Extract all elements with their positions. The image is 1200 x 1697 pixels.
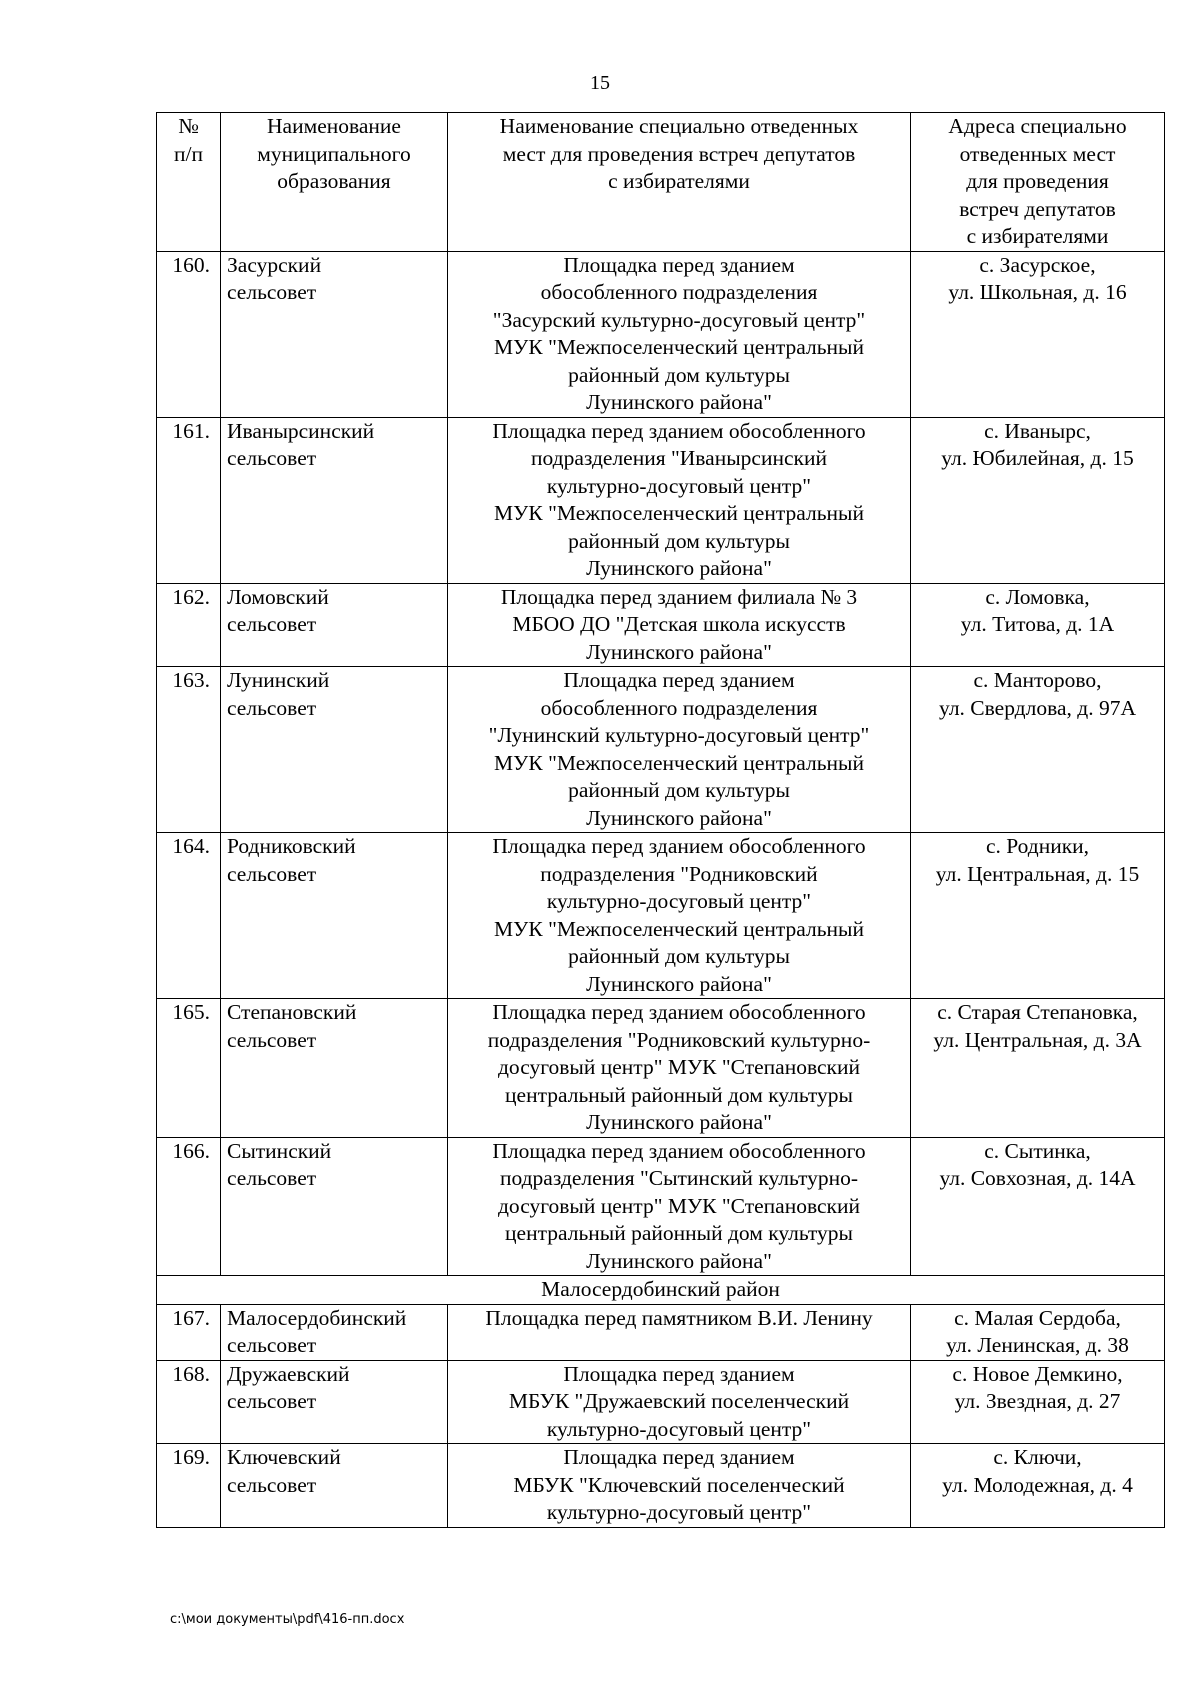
row-number: 169. — [157, 1444, 221, 1528]
address-cell: с. Малая Сердоба, ул. Ленинская, д. 38 — [911, 1304, 1165, 1360]
section-row — [157, 1276, 1165, 1305]
address-cell: с. Манторово, ул. Свердлова, д. 97А — [911, 667, 1165, 833]
place-cell: Площадка перед зданием обособленного подразделения "Сытинский культурно- досуговый центр" МУК "Степановский центральный районный дом культуры Лунинского района" — [448, 1137, 911, 1276]
table-row — [157, 1304, 1165, 1360]
header-address: Адреса специально отведенных мест для проведения встреч депутатов с избирателями — [911, 113, 1165, 252]
table-row — [157, 999, 1165, 1138]
row-number: 161. — [157, 417, 221, 583]
municipality-cell: Дружаевский сельсовет — [221, 1360, 448, 1444]
table-row — [157, 1137, 1165, 1276]
place-cell: Площадка перед зданием обособленного подразделения "Лунинский культурно-досуговый центр" МУК "Межпоселенческий центральный районный дом культуры Лунинского района" — [448, 667, 911, 833]
row-number: 162. — [157, 583, 221, 667]
address-cell: с. Ключи, ул. Молодежная, д. 4 — [911, 1444, 1165, 1528]
address-cell: с. Засурское, ул. Школьная, д. 16 — [911, 251, 1165, 417]
page-number: 15 — [590, 72, 610, 94]
section-title: Малосердобинский район — [157, 1276, 1165, 1305]
table-row — [157, 1444, 1165, 1528]
place-cell: Площадка перед зданием обособленного подразделения "Родниковский культурно- досуговый центр" МУК "Степановский центральный районный дом культуры Лунинского района" — [448, 999, 911, 1138]
row-number: 164. — [157, 833, 221, 999]
table-row — [157, 583, 1165, 667]
address-cell: с. Новое Демкино, ул. Звездная, д. 27 — [911, 1360, 1165, 1444]
municipality-cell: Степановский сельсовет — [221, 999, 448, 1138]
header-num: № п/п — [157, 113, 221, 252]
municipality-cell: Засурский сельсовет — [221, 251, 448, 417]
table-section — [157, 1276, 1165, 1305]
row-number: 168. — [157, 1360, 221, 1444]
place-cell: Площадка перед зданием обособленного подразделения "Засурский культурно-досуговый центр" МУК "Межпоселенческий центральный районный дом культуры Лунинского района" — [448, 251, 911, 417]
address-cell: с. Иваныpс, ул. Юбилейная, д. 15 — [911, 417, 1165, 583]
row-number: 165. — [157, 999, 221, 1138]
place-cell: Площадка перед зданием МБУК "Ключевский поселенческий культурно-досуговый центр" — [448, 1444, 911, 1528]
table-body-luninsky — [157, 251, 1165, 1276]
place-cell: Площадка перед зданием обособленного подразделения "Родниковский культурно-досуговый центр" МУК "Межпоселенческий центральный районный дом культуры Лунинского района" — [448, 833, 911, 999]
table-row — [157, 417, 1165, 583]
table-row — [157, 1360, 1165, 1444]
table-row — [157, 667, 1165, 833]
place-cell: Площадка перед зданием филиала № 3 МБОО ДО "Детская школа искусств Лунинского района" — [448, 583, 911, 667]
row-number: 166. — [157, 1137, 221, 1276]
header-place: Наименование специально отведенных мест для проведения встреч депутатов с избирателями — [448, 113, 911, 252]
place-cell: Площадка перед памятником В.И. Ленину — [448, 1304, 911, 1360]
meeting-places-table — [156, 112, 1165, 1528]
address-cell: с. Сытинка, ул. Совхозная, д. 14А — [911, 1137, 1165, 1276]
header-municipality: Наименование муниципального образования — [221, 113, 448, 252]
table-header-row — [157, 113, 1165, 252]
municipality-cell: Ломовский сельсовет — [221, 583, 448, 667]
municipality-cell: Малосердобинский сельсовет — [221, 1304, 448, 1360]
table-row — [157, 251, 1165, 417]
row-number: 163. — [157, 667, 221, 833]
address-cell: с. Ломовка, ул. Титова, д. 1А — [911, 583, 1165, 667]
municipality-cell: Ключевский сельсовет — [221, 1444, 448, 1528]
row-number: 160. — [157, 251, 221, 417]
address-cell: с. Родники, ул. Центральная, д. 15 — [911, 833, 1165, 999]
municipality-cell: Родниковский сельсовет — [221, 833, 448, 999]
address-cell: с. Старая Степановка, ул. Центральная, д. 3А — [911, 999, 1165, 1138]
municipality-cell: Лунинский сельсовет — [221, 667, 448, 833]
place-cell: Площадка перед зданием МБУК "Дружаевский поселенческий культурно-досуговый центр" — [448, 1360, 911, 1444]
municipality-cell: Иванырсинский сельсовет — [221, 417, 448, 583]
table-body-maloserdobinsky — [157, 1304, 1165, 1527]
municipality-cell: Сытинский сельсовет — [221, 1137, 448, 1276]
row-number: 167. — [157, 1304, 221, 1360]
place-cell: Площадка перед зданием обособленного подразделения "Иванырсинский культурно-досуговый центр" МУК "Межпоселенческий центральный районный дом культуры Лунинского района" — [448, 417, 911, 583]
table-row — [157, 833, 1165, 999]
file-path-footer: c:\мои документы\pdf\416-пп.docx — [170, 1612, 405, 1627]
